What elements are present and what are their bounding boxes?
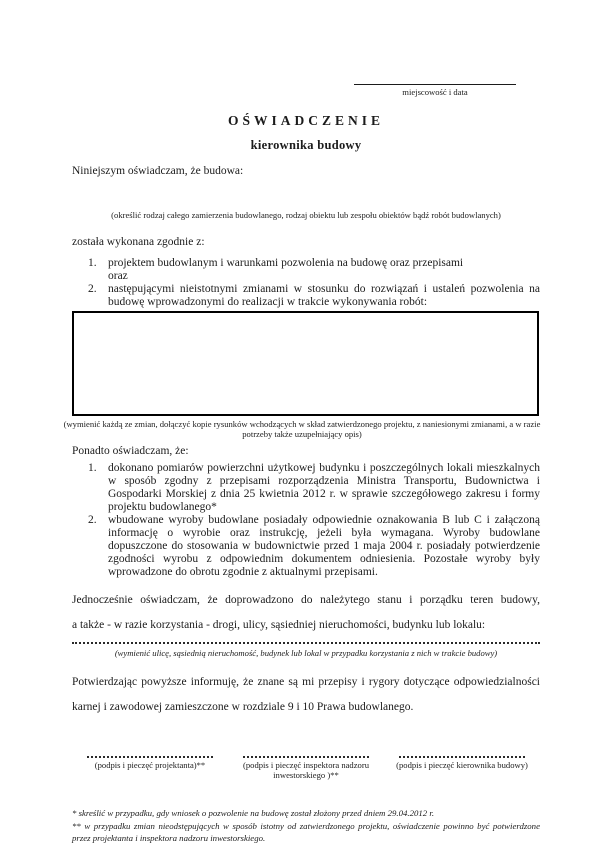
signature-site-manager-caption: (podpis i pieczęć kierownika budowy) (396, 759, 528, 770)
legal-paragraph (72, 670, 540, 720)
signature-inspector-caption: (podpis i pieczęć inspektora nadzoru inwestorskiego )** (243, 759, 369, 781)
changes-caption: (wymienić każdą ze zmian, dołączyć kopie rysunków wchodzących w skład zatwierdzonego projektu, z naniesionymi zmianami, a w razie potrzeby także uzupełniający opis) (63, 418, 541, 440)
document-subtitle: kierownika budowy (250, 138, 362, 152)
compliance-item-1 (72, 257, 540, 283)
signature-designer-field[interactable] (87, 753, 213, 758)
further-item-2-text: wbudowane wyroby budowlane posiadały odpowiednie oznakowania B lub C i załączoną informację o wyrobie oraz instrukcję, jeżeli była wymagana. Wyroby budowlane dopuszczone do stosowania w budownictwie przed 1 maja 2004 r. posiadały potwierdzenie zgodności wyrobu z odpowiednim dokumentem odniesienia. Pozostałe wyroby były wprowadzone do obrotu zgodnie z aktualnymi przepisami. (108, 514, 540, 579)
further-item-1-text: dokonano pomiarów powierzchni użytkowej budynku i poszczególnych lokali mieszkalnych w sposób zgodny z przepisami rozporządzenia Ministra Transportu, Budownictwa i Gospodarki Morskiej z dnia 25 kwietnia 2012 r. w sprawie szczegółowego zakresu i formy projektu budowlanego* (108, 462, 540, 514)
signature-site-manager (384, 753, 540, 781)
compliance-item-1-conjunction: oraz (108, 269, 128, 282)
compliance-item-2-text: następującymi nieistotnymi zmianami w stosunku do rozwiązań i ustaleń pozwolenia na budowę wprowadzonymi do realizacji w trakcie wykonywania robót: (108, 282, 540, 308)
list-number: 1. (88, 256, 97, 269)
compliance-item-2 (72, 283, 540, 309)
site-order-line-2: a także - w razie korzystania - drogi, ulicy, sąsiedniej nieruchomości, budynku lub lokalu: (72, 619, 486, 631)
legal-line-2: karnej i zawodowej zamieszczone w rozdziale 9 i 10 Prawa budowlanego. (72, 700, 414, 713)
place-date-caption: miejscowość i data (402, 87, 468, 97)
footnote-2: ** w przypadku zmian nieodstępujących w sposób istotny od zatwierdzonego projektu, oświadczenie powinno być potwierdzone przez projektanta i inspektora nadzoru inwestorskiego. (72, 820, 540, 843)
legal-line-1: Potwierdzając powyższe informuję, że znane są mi przepisy i rygory dotyczące odpowiedzialności (72, 675, 540, 688)
construction-description-caption: (określić rodzaj całego zamierzenia budowlanego, rodzaj obiektu lub zespołu obiektów bądź robót budowlanych) (111, 210, 501, 220)
usage-caption: (wymienić ulicę, sąsiednią nieruchomość, budynek lub lokal w przypadku korzystania z nich w trakcie budowy) (114, 648, 498, 658)
signatures-block (72, 753, 540, 781)
usage-field[interactable] (72, 639, 540, 644)
further-item-2 (72, 514, 540, 579)
signature-inspector-field[interactable] (243, 753, 369, 758)
site-order-paragraph (72, 588, 540, 638)
signature-designer-caption: (podpis i pieczęć projektanta)** (94, 759, 206, 770)
compliance-list (72, 257, 540, 309)
further-item-1 (72, 462, 540, 514)
compliance-intro: została wykonana zgodnie z: (72, 235, 205, 248)
place-date-block (354, 84, 516, 97)
further-list (72, 462, 540, 579)
list-item-text (108, 257, 540, 283)
footnotes-block (72, 807, 540, 844)
intro-statement: Niniejszym oświadczam, że budowa: (72, 165, 244, 177)
signature-designer (72, 753, 228, 781)
changes-field[interactable] (72, 311, 539, 416)
list-number: 2. (88, 514, 97, 527)
further-intro: Ponadto oświadczam, że: (72, 445, 189, 458)
signature-inspector (228, 753, 384, 781)
list-number: 1. (88, 462, 97, 475)
site-order-line-1: Jednocześnie oświadczam, że doprowadzono do należytego stanu i porządku teren budowy, (72, 594, 540, 606)
compliance-item-1-text: projektem budowlanym i warunkami pozwolenia na budowę oraz przepisami (108, 256, 464, 269)
document-title: OŚWIADCZENIE (227, 113, 385, 128)
construction-description-field[interactable] (72, 177, 540, 210)
footnote-1: * skreślić w przypadku, gdy wniosek o pozwolenie na budowę został złożony przed dniem 29.04.2012 r. (72, 808, 435, 819)
list-number: 2. (88, 282, 97, 295)
place-date-field[interactable] (354, 84, 516, 85)
signature-site-manager-field[interactable] (399, 753, 525, 758)
